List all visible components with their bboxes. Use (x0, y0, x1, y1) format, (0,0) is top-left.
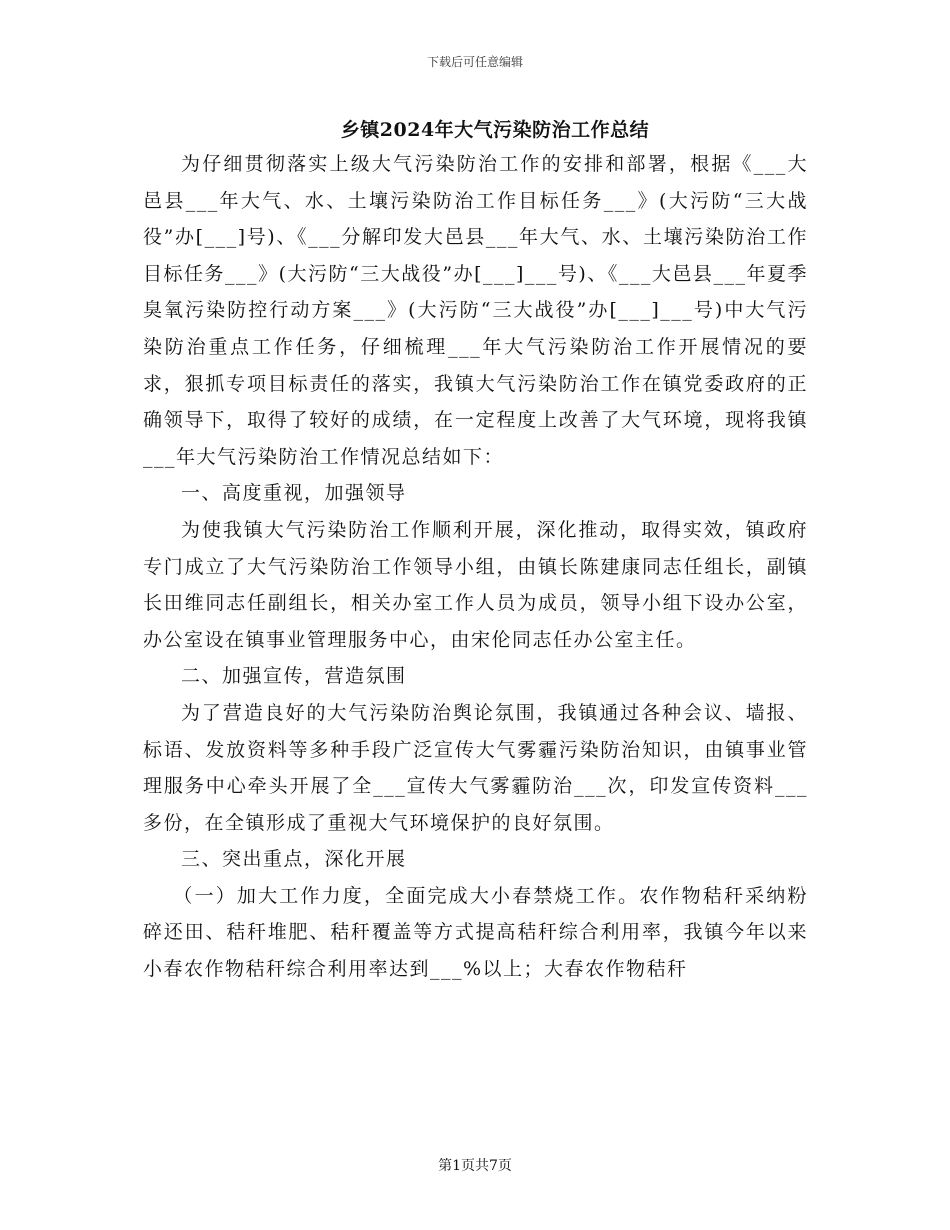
header-note: 下载后可任意编辑 (426, 55, 523, 69)
paragraph-section-1: 为使我镇大气污染防治工作顺利开展，深化推动，取得实效，镇政府专门成立了大气污染防治工作领导小组，由镇长陈建康同志任组长，副镇长田维同志任副组长，相关办室工作人员为成员，领导小组下设办公室，办公室设在镇事业管理服务中心，由宋伦同志任办公室主任。 (143, 518, 808, 651)
section-heading-3: 三、突出重点，深化开展 (181, 848, 407, 871)
page-footer: 第1页共7页 (438, 1158, 512, 1174)
document-body (143, 146, 808, 988)
paragraph-section-3-item-1: （一）加大工作力度，全面完成大小春禁烧工作。农作物秸秆采纳粉碎还田、秸秆堆肥、秸秆覆盖等方式提高秸秆综合利用率，我镇今年以来小春农作物秸秆综合利用率达到___%以上；大春农作物秸秆 (143, 884, 808, 981)
section-heading-2: 二、加强宣传，营造氛围 (181, 665, 407, 688)
paragraph-intro: 为仔细贯彻落实上级大气污染防治工作的安排和部署，根据《___大邑县___年大气、水、土壤污染防治工作目标任务___》(大污防“三大战役”办[___]号)、《___分解印发大邑县___年大气、水、土壤污染防治工作目标任务___》(大污防“三大战役”办[___]___号)、《___大邑县___年夏季臭氧污染防控行动方案___》(大污防“三大战役”办[___]___号)中大气污染防治重点工作任务，仔细梳理___年大气污染防治工作开展情况的要求，狠抓专项目标责任的落实，我镇大气污染防治工作在镇党委政府的正确领导下，取得了较好的成绩，在一定程度上改善了大气环境，现将我镇___年大气污染防治工作情况总结如下： (143, 153, 808, 468)
paragraph-section-2: 为了营造良好的大气污染防治舆论氛围，我镇通过各种会议、墙报、标语、发放资料等多种手段广泛宣传大气雾霾污染防治知识，由镇事业管理服务中心牵头开展了全___宣传大气雾霾防治___次，印发宣传资料___多份，在全镇形成了重视大气环境保护的良好氛围。 (143, 701, 808, 834)
section-heading-1: 一、高度重视，加强领导 (181, 482, 407, 505)
document-title: 乡镇2024年大气污染防治工作总结 (340, 119, 650, 141)
